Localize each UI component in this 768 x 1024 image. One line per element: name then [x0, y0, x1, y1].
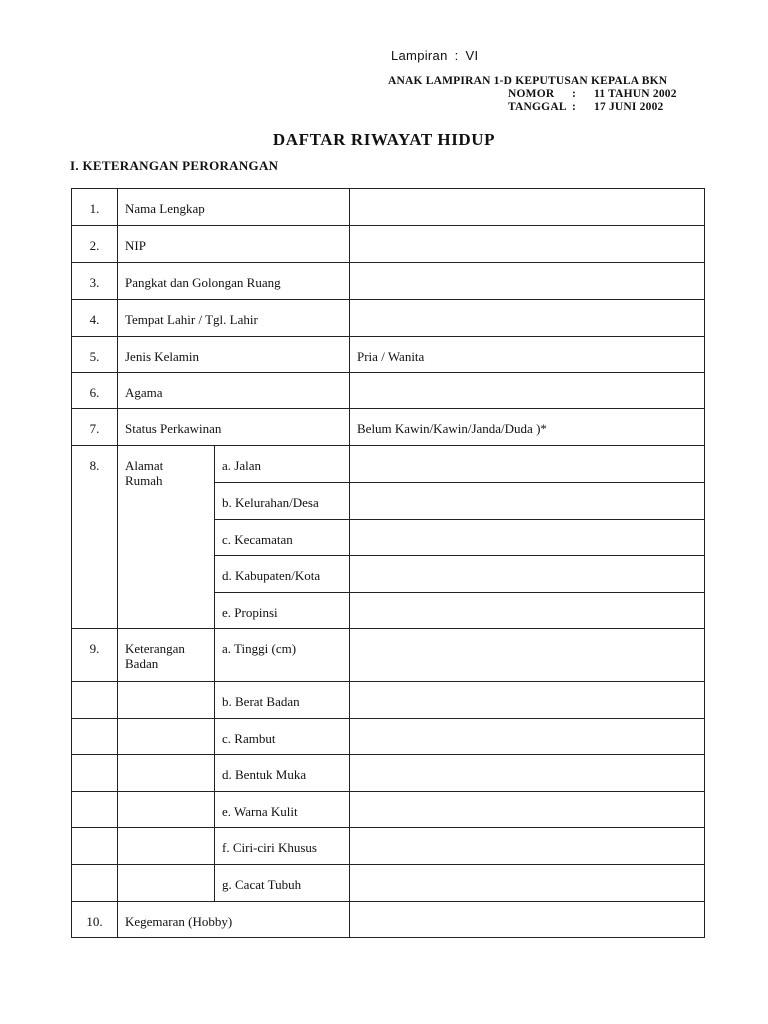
rambut-field[interactable] — [350, 719, 705, 755]
cacat-tubuh-field[interactable] — [350, 865, 705, 902]
table-row — [72, 682, 705, 719]
sub-label-tinggi: a. Tinggi (cm) — [222, 641, 297, 656]
row-label: Alamat Rumah — [125, 458, 164, 488]
row-label: Jenis Kelamin — [125, 349, 200, 364]
sub-label-berat: b. Berat Badan — [222, 694, 300, 709]
table-row — [72, 300, 705, 337]
nomor-label: NOMOR — [508, 88, 555, 100]
table-row — [72, 409, 705, 446]
row-label: Pangkat dan Golongan Ruang — [125, 275, 281, 290]
row-label: Tempat Lahir / Tgl. Lahir — [125, 312, 258, 327]
sub-label-ciri-khusus: f. Ciri-ciri Khusus — [222, 840, 317, 855]
sub-label-kelurahan: b. Kelurahan/Desa — [222, 495, 319, 510]
nama-lengkap-field[interactable] — [350, 189, 705, 226]
row-number: 4. — [89, 312, 100, 327]
kegemaran-field[interactable] — [350, 902, 705, 938]
row-label: Status Perkawinan — [125, 421, 222, 436]
row-label: Agama — [125, 385, 163, 400]
row-number: 8. — [89, 458, 100, 473]
nomor-colon: : — [572, 88, 577, 100]
personal-info-table — [71, 188, 705, 938]
table-row — [72, 446, 705, 483]
nomor-value: 11 TAHUN 2002 — [594, 88, 677, 100]
sub-label-kecamatan: c. Kecamatan — [222, 532, 293, 547]
sub-label-propinsi: e. Propinsi — [222, 605, 278, 620]
jalan-field[interactable] — [350, 446, 705, 483]
nip-field[interactable] — [350, 226, 705, 263]
tanggal-colon: : — [572, 101, 577, 113]
kabupaten-field[interactable] — [350, 556, 705, 593]
warna-kulit-field[interactable] — [350, 792, 705, 828]
table-row — [72, 719, 705, 755]
lampiran-line — [391, 48, 478, 63]
row-number: 10. — [86, 914, 103, 929]
status-perkawinan-field[interactable]: Belum Kawin/Kawin/Janda/Duda )* — [350, 409, 705, 446]
row-number: 2. — [89, 238, 100, 253]
kelurahan-field[interactable] — [350, 483, 705, 520]
jenis-kelamin-field[interactable]: Pria / Wanita — [350, 337, 705, 373]
page-title: DAFTAR RIWAYAT HIDUP — [272, 130, 496, 149]
row-number: 3. — [89, 275, 100, 290]
tempat-tgl-lahir-field[interactable] — [350, 300, 705, 337]
sub-label-warna-kulit: e. Warna Kulit — [222, 804, 298, 819]
berat-badan-field[interactable] — [350, 682, 705, 719]
sub-label-jalan: a. Jalan — [222, 458, 261, 473]
table-row — [72, 226, 705, 263]
sub-label-rambut: c. Rambut — [222, 731, 276, 746]
table-row — [72, 629, 705, 682]
tinggi-field[interactable] — [350, 629, 705, 682]
table-row — [72, 828, 705, 865]
table-row — [72, 755, 705, 792]
section-heading: I. KETERANGAN PERORANGAN — [70, 158, 279, 173]
header-line1: ANAK LAMPIRAN 1-D KEPUTUSAN KEPALA BKN — [388, 75, 668, 87]
table-row — [72, 792, 705, 828]
table-row — [72, 337, 705, 373]
kecamatan-field[interactable] — [350, 520, 705, 556]
table-row — [72, 189, 705, 226]
lampiran-colon: : — [454, 48, 459, 63]
agama-field[interactable] — [350, 373, 705, 409]
propinsi-field[interactable] — [350, 593, 705, 629]
table-row — [72, 865, 705, 902]
sub-label-cacat-tubuh: g. Cacat Tubuh — [222, 877, 302, 892]
row-label: Kegemaran (Hobby) — [125, 914, 233, 929]
lampiran-label: Lampiran — [391, 48, 448, 63]
row-number: 6. — [89, 385, 100, 400]
pangkat-field[interactable] — [350, 263, 705, 300]
row-label: Nama Lengkap — [125, 201, 205, 216]
sub-label-bentuk-muka: d. Bentuk Muka — [222, 767, 307, 782]
row-number: 5. — [89, 349, 100, 364]
tanggal-value: 17 JUNI 2002 — [594, 101, 664, 113]
ciri-khusus-field[interactable] — [350, 828, 705, 865]
table-row — [72, 263, 705, 300]
table-row — [72, 902, 705, 938]
bentuk-muka-field[interactable] — [350, 755, 705, 792]
row-label: NIP — [125, 238, 146, 253]
sub-label-kabupaten: d. Kabupaten/Kota — [222, 568, 321, 583]
row-number: 9. — [89, 641, 100, 656]
lampiran-value: VI — [465, 48, 479, 63]
table-row — [72, 373, 705, 409]
row-number: 1. — [89, 201, 100, 216]
tanggal-label: TANGGAL — [508, 101, 567, 113]
row-number: 7. — [89, 421, 100, 436]
row-label: Keterangan Badan — [125, 641, 185, 671]
